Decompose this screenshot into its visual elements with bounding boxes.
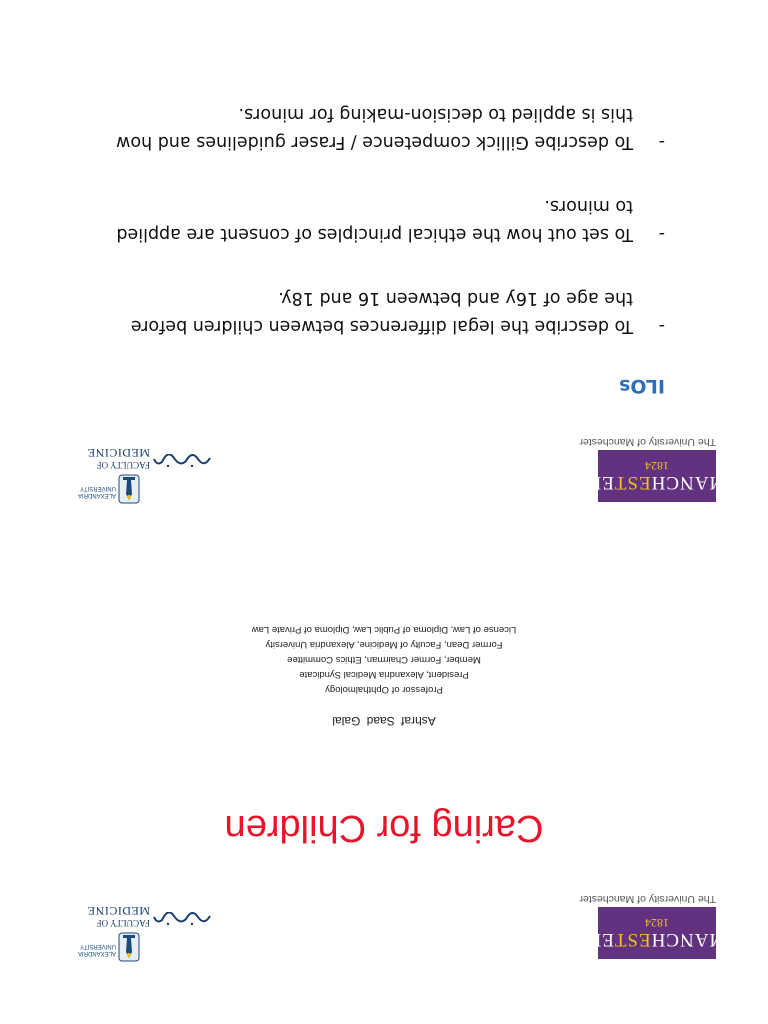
credential-line: Member, Former Chairman, Ethics Committee [287,654,481,665]
ilos-heading: ILOs [619,375,665,397]
lighthouse-seal-icon [118,932,140,962]
title-slide [0,512,768,1024]
alex-line-2: UNIVERSITY [79,485,116,491]
credential-line: President, Alexandria Medical Syndicate [299,669,469,680]
manchester-year: 1824 [645,459,669,474]
manchester-crest-box [587,907,727,959]
author-name: Ashraf Saad Galal [332,714,436,728]
manchester-year: 1824 [645,916,669,931]
faculty-line-1: FACULTY OF [96,918,150,928]
arabic-calligraphy-icon [152,912,212,928]
faculty-line-1: FACULTY OF [96,460,150,470]
credential-line: Professor of Ophthalmology [325,684,443,695]
faculty-line-2: MEDICINE [87,904,150,918]
bullet-dash: - [658,132,665,152]
alex-line-1: ALEXANDRIA [77,950,116,956]
ilo-text: To describe Gillick competence / Fraser guidelines and how this is applied to decision-making for minors. [116,104,633,152]
bullet-dash: - [658,224,665,244]
lighthouse-seal-icon [118,474,140,504]
list-item [105,284,665,340]
alexandria-university-text [78,942,116,956]
ilo-text: To set out how the ethical principles of consent are applied to minors. [116,196,633,244]
arabic-calligraphy-icon [152,454,212,470]
manchester-wordmark [588,930,727,950]
alex-line-2: UNIVERSITY [79,943,116,949]
wordmark-part-3: ER [587,472,614,494]
wordmark-part-2: EST [613,472,651,494]
alexandria-university-text [78,484,116,498]
university-of-manchester-logo [579,436,727,502]
manchester-wordmark [588,473,727,493]
university-of-manchester-logo [579,893,727,959]
wordmark-part-3: ER [587,929,614,951]
wordmark-part-1: MANCH [650,472,727,494]
alex-line-1: ALEXANDRIA [77,492,116,498]
manchester-crest-box [587,450,727,502]
slide-title: Caring for Children [224,807,544,849]
wordmark-part-2: EST [613,929,651,951]
alexandria-faculty-logo [42,892,212,962]
credential-line: Former Dean, Faculty of Medicine, Alexandria University [265,639,503,650]
list-item [105,100,665,156]
alexandria-faculty-logo [42,434,212,504]
faculty-of-medicine-text [87,446,150,470]
credential-line: License of Law, Diploma of Public Law, Diploma of Private Law [251,624,517,635]
faculty-line-2: MEDICINE [87,446,150,460]
bullet-dash: - [658,316,665,336]
ilo-text: To describe the legal differences between children before the age of 16y and between 16 and 18y. [130,288,633,336]
ilo-list [105,64,665,340]
wordmark-part-1: MANCH [650,929,727,951]
author-credentials [0,622,768,697]
faculty-of-medicine-text [87,904,150,928]
list-item [105,192,665,248]
manchester-subtitle: The University of Manchester [579,436,716,448]
manchester-subtitle: The University of Manchester [579,893,716,905]
